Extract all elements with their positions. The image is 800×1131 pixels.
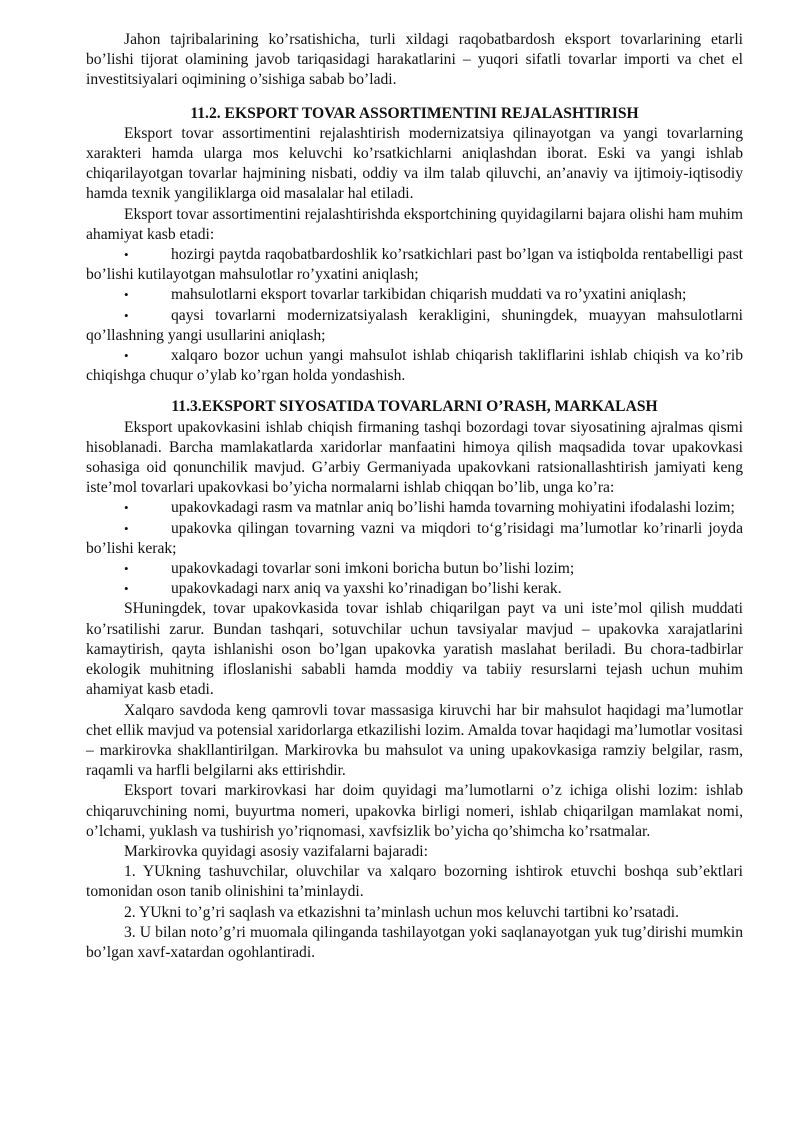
bullet-icon: •	[124, 581, 129, 597]
bullet-icon: •	[124, 561, 129, 577]
bullet-icon: •	[124, 307, 129, 323]
section2-paragraph-5: Markirovka quyidagi asosiy vazifalarni bajaradi:	[124, 842, 428, 860]
section1-paragraph-1: Eksport tovar assortimentini rejalashtirish modernizatsiya qilinayotgan va yangi tovarlarning xarakteri hamda ularga mos keluvchi ko’rsatkichlarni aniqlashdan iborat. Eski va yangi ishlab chiqarilayotgan tovarlar hajmining nisbati, oddiy va ilm talab qiluvchi, an’anaviy va ijtimoiy-iqtisodiy hamda texnik yangiliklarga oid masalalar hal etiladi.	[86, 124, 743, 203]
list-item-text: upakovkadagi rasm va matnlar aniq bo’lishi hamda tovarning mohiyatini ifodalashi lozim;	[171, 499, 735, 517]
bullet-icon: •	[124, 247, 129, 263]
list-item-text: upakovkadagi narx aniq va yaxshi ko’rinadigan bo’lishi kerak.	[171, 580, 562, 598]
list-item-text: upakovkadagi tovarlar soni imkoni boricha butun bo’lishi lozim;	[171, 560, 575, 578]
section-title-11-3: 11.3.EKSPORT SIYOSATIDA TOVARLARNI O’RASH, MARKALASH	[171, 398, 658, 416]
numbered-item-1: 1. YUkning tashuvchilar, oluvchilar va xalqaro bozorning ishtirok etuvchi boshqa sub’ektlari tomonidan oson tanib olinishini ta’minlaydi.	[86, 863, 743, 901]
list-item	[86, 346, 743, 386]
list-item	[86, 245, 743, 285]
numbered-item-2: 2. YUkni to’g’ri saqlash va etkazishni ta’minlash uchun mos keluvchi tartibni ko’rsatadi.	[124, 903, 680, 921]
list-item	[86, 579, 743, 599]
numbered-item-3: 3. U bilan noto’g’ri muomala qilinganda tashilayotgan yoki saqlanayotgan yuk tug’dirishi mumkin bo’lgan xavf-xatardan ogohlantiradi.	[86, 923, 743, 961]
list-item	[86, 306, 743, 346]
bullet-icon: •	[124, 500, 129, 516]
section2-paragraph-4: Eksport tovari markirovkasi har doim quyidagi ma’lumotlarni o’z ichiga olishi lozim: ishlab chiqaruvchining nomi, buyurtma nomeri, upakovka birligi nomeri, ishlab chiqarilgan mamlakat nomi, o’lchami, yuklash va tushirish yo’riqnomasi, xavfsizlik bo’yicha qo’shimcha ko’rsatmalar.	[86, 782, 743, 840]
bullet-icon: •	[124, 520, 129, 536]
section-title-11-2: 11.2. EKSPORT TOVAR ASSORTIMENTINI REJALASHTIRISH	[190, 104, 639, 122]
list-item-text: xalqaro bozor uchun yangi mahsulot ishlab chiqarish takliflarini ishlab chiqish va ko’rib chiqishga chuqur o’ylab ko’rgan holda yondashish.	[86, 347, 743, 385]
section2-paragraph-3: Xalqaro savdoda keng qamrovli tovar massasiga kiruvchi har bir mahsulot haqidagi ma’lumotlar chet ellik mavjud va potensial xaridorlarga etkazilishi lozim. Amalda tovar haqidagi ma’lumotlar vositasi – markirovka shakllantirilgan. Markirovka bu mahsulot va uning upakovkasiga ramziy belgilar, rasm, raqamli va harfli belgilarni aks ettirishdir.	[86, 701, 743, 780]
list-item-text: hozirgi paytda raqobatbardoshlik ko’rsatkichlari past bo’lgan va istiqbolda rentabelligi past bo’lishi kutilayotgan mahsulotlar ro’yxatini aniqlash;	[86, 246, 743, 284]
list-item-text: mahsulotlarni eksport tovarlar tarkibidan chiqarish muddati va ro’yxatini aniqlash;	[171, 286, 687, 304]
list-item	[86, 285, 743, 305]
list-item-text: qaysi tovarlarni modernizatsiyalash kerakligini, shuningdek, muayyan mahsulotlarni qo’llashning yangi usullarini aniqlash;	[86, 306, 743, 344]
bullet-icon: •	[124, 348, 129, 364]
bullet-icon: •	[124, 287, 129, 303]
section2-paragraph-2: SHuningdek, tovar upakovkasida tovar ishlab chiqarilgan payt va uni iste’mol qilish muddati ko’rsatilishi zarur. Bundan tashqari, sotuvchilar uchun tavsiyalar mavjud – upakovka xarajatlarini kamaytirish, qayta ishlanishi oson bo’lgan upakovka yaratish maslahat beriladi. Bu chora-tadbirlar ekologik muhitning ifloslanishi sababli hamda moddiy va tabiiy resurslarni tejash uchun muhim ahamiyat kasb etadi.	[86, 600, 743, 699]
list-item	[86, 498, 743, 518]
list-item	[86, 559, 743, 579]
list-item-text: upakovka qilingan tovarning vazni va miqdori to‘g’risidagi ma’lumotlar ko’rinarli joyda bo’lishi kerak;	[86, 519, 743, 557]
list-item	[86, 519, 743, 559]
intro-paragraph: Jahon tajribalarining ko’rsatishicha, turli xildagi raqobatbardosh eksport tovarlarining etarli bo’lishi tijorat olamining javob tariqasidagi harakatlarini – yuqori sifatli tovarlar importi va chet el investitsiyalari oqimining o’sishiga sabab bo’ladi.	[86, 31, 743, 89]
section1-paragraph-2: Eksport tovar assortimentini rejalashtirishda eksportchining quyidagilarni bajara olishi ham muhim ahamiyat kasb etadi:	[86, 205, 743, 243]
section2-paragraph-1: Eksport upakovkasini ishlab chiqish firmaning tashqi bozordagi tovar siyosatining ajralmas qismi hisoblanadi. Barcha mamlakatlarda xaridorlar manfaatini himoya qilish maqsadida tovar upakovkasi sohasiga oid qonunchilik mavjud. G’arbiy Germaniyada upakovkani ratsionallashtirish jamiyati keng iste’mol tovarlari upakovkasi bo’yicha normalarni ishlab chiqqan bo’lib, unga ko’ra:	[86, 418, 743, 497]
